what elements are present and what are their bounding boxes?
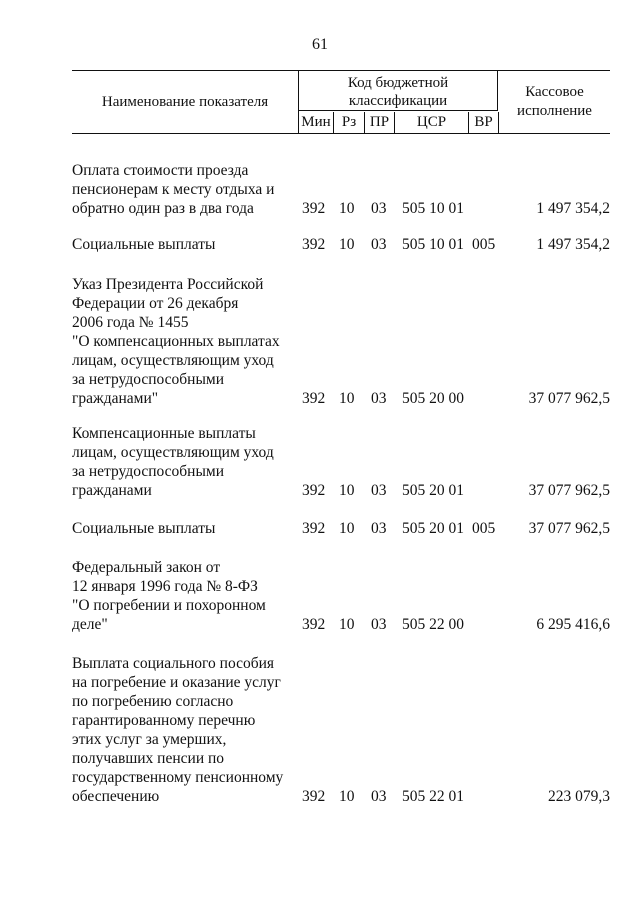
row-min: 392 — [302, 200, 326, 217]
table-row — [72, 424, 610, 500]
column-header-vr: ВР — [469, 112, 499, 133]
row-csr: 505 20 01 — [402, 482, 464, 499]
table-row — [72, 519, 610, 538]
row-min: 392 — [302, 482, 326, 499]
row-min: 392 — [302, 788, 326, 805]
row-sum: 37 077 962,5 — [528, 390, 610, 407]
row-sum: 37 077 962,5 — [528, 482, 610, 499]
row-rz: 10 — [339, 482, 355, 499]
row-rz: 10 — [339, 390, 355, 407]
row-name: Социальные выплаты — [72, 236, 216, 253]
column-header-name: Наименование показателя — [72, 71, 299, 133]
column-header-rz: Рз — [334, 112, 365, 133]
row-pr: 03 — [371, 616, 387, 633]
column-header-pr: ПР — [365, 112, 395, 133]
column-header-sum: Кассовое исполнение — [517, 84, 592, 119]
column-header-min: Мин — [299, 112, 334, 133]
column-header-code-group: Код бюджетной классификации — [299, 71, 498, 111]
row-name: Социальные выплаты — [72, 520, 216, 537]
row-pr: 03 — [371, 236, 387, 253]
row-rz: 10 — [339, 788, 355, 805]
row-pr: 03 — [371, 520, 387, 537]
row-name: Выплата социального пособия на погребение и оказание услуг по погребению согласно гарантированному перечню этих услуг за умерших, получавших пенсии по государственному пенсионному обеспечению — [72, 655, 284, 805]
row-min: 392 — [302, 236, 326, 253]
row-rz: 10 — [339, 520, 355, 537]
page-number: 61 — [312, 36, 328, 53]
row-csr: 505 22 00 — [402, 616, 464, 633]
row-csr: 505 10 01 — [402, 200, 464, 217]
row-name: Федеральный закон от 12 января 1996 года № 8-ФЗ "О погребении и похоронном деле" — [72, 559, 266, 633]
row-pr: 03 — [371, 200, 387, 217]
row-sum: 6 295 416,6 — [536, 616, 610, 633]
row-name: Указ Президента Российской Федерации от 26 декабря 2006 года № 1455 "О компенсационных выплатах лицам, осуществляющим уход за нетрудоспособными гражданами" — [72, 276, 280, 407]
row-min: 392 — [302, 390, 326, 407]
row-rz: 10 — [339, 236, 355, 253]
row-name: Компенсационные выплаты лицам, осуществляющим уход за нетрудоспособными гражданами — [72, 425, 274, 499]
row-name: Оплата стоимости проезда пенсионерам к месту отдыха и обратно один раз в два года — [72, 162, 275, 217]
row-sum: 1 497 354,2 — [536, 236, 610, 253]
table-row — [72, 558, 610, 634]
row-vr: 005 — [472, 236, 496, 253]
row-sum: 223 079,3 — [548, 788, 610, 805]
row-csr: 505 20 01 — [402, 520, 464, 537]
row-min: 392 — [302, 520, 326, 537]
table-row — [72, 161, 610, 218]
row-min: 392 — [302, 616, 326, 633]
row-rz: 10 — [339, 616, 355, 633]
row-sum: 1 497 354,2 — [536, 200, 610, 217]
row-pr: 03 — [371, 390, 387, 407]
column-header-csr: ЦСР — [395, 112, 469, 133]
row-vr: 005 — [472, 520, 496, 537]
row-csr: 505 22 01 — [402, 788, 464, 805]
table-row — [72, 654, 610, 806]
row-pr: 03 — [371, 482, 387, 499]
row-csr: 505 20 00 — [402, 390, 464, 407]
table-row — [72, 235, 610, 254]
table-row — [72, 275, 610, 408]
row-csr: 505 10 01 — [402, 236, 464, 253]
table-header — [72, 70, 610, 134]
row-pr: 03 — [371, 788, 387, 805]
row-sum: 37 077 962,5 — [528, 520, 610, 537]
row-rz: 10 — [339, 200, 355, 217]
